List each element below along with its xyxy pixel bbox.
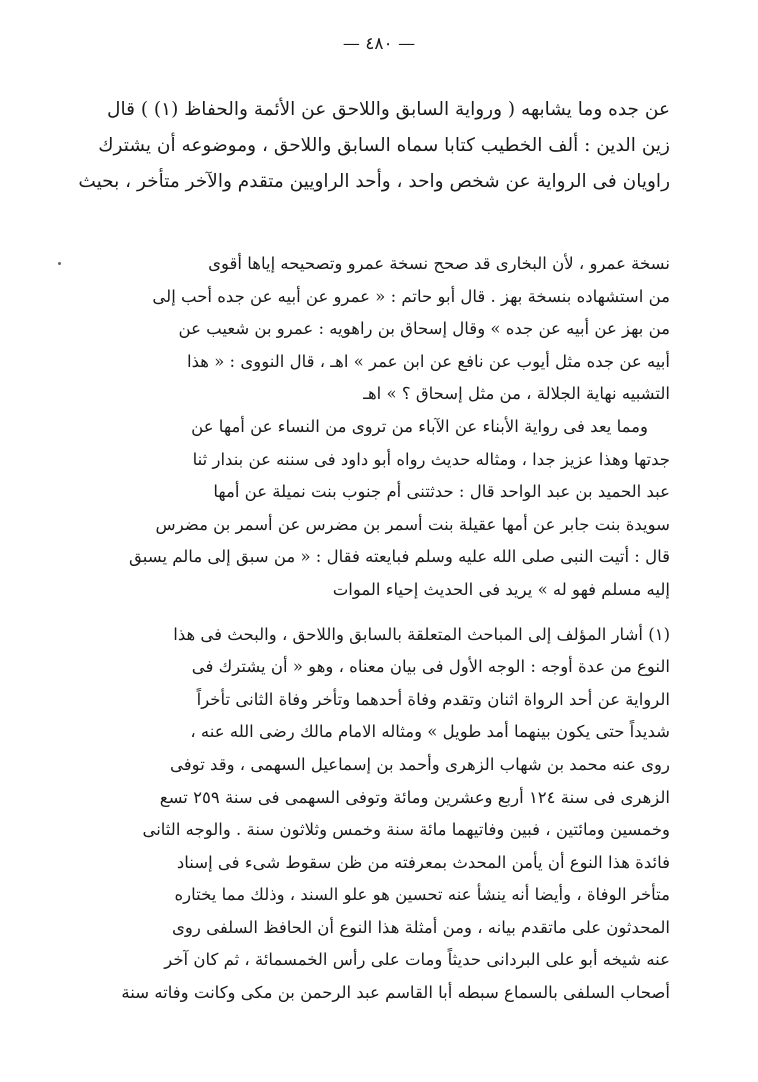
footnotes [76, 248, 670, 1010]
footnote-paragraph-1 [76, 619, 670, 1010]
footnote-line: من استشهاده بنسخة بهز . قال أبو حاتم : « عمرو عن أبيه عن جده أحب إلى [152, 286, 670, 306]
footnote-line: روى عنه محمد بن شهاب الزهرى وأحمد بن إسماعيل السهمى ، وقد توفى [170, 754, 670, 774]
footnote-line: وخمسين ومائتين ، فبين وفاتيهما مائة سنة وخمس وثلاثون سنة . والوجه الثانى [142, 820, 670, 840]
footnote-line: الزهرى فى سنة ١٢٤ أربع وعشرين ومائة وتوفى السهمى فى سنة ٢٥٩ تسع [159, 787, 670, 807]
footnote-line: عنه شيخه أبو على البردانى حديثاً ومات على رأس الخمسمائة ، ثم كان آخر [164, 950, 670, 970]
footnote-line: إليه مسلم فهو له » يريد فى الحديث إحياء الموات [332, 579, 670, 599]
footnote-line: عبد الحميد بن عبد الواحد قال : حدثتنى أم جنوب بنت نميلة عن أمها [213, 482, 670, 502]
footnote-line: المحدثون على ماتقدم بيانه ، ومن أمثلة هذا النوع أن الحافظ السلفى روى [171, 917, 670, 937]
footnote-paragraph-continuation [76, 248, 670, 411]
footnote-line: أصحاب السلفى بالسماع سبطه أبا القاسم عبد الرحمن بن مكى وكانت وفاته سنة [121, 983, 670, 1003]
footnote-line: قال : أتيت النبى صلى الله عليه وسلم فبايعته فقال : « من سبق إلى مالم يسبق [128, 547, 670, 567]
footnote-line: أبيه عن جده مثل أيوب عن نافع عن ابن عمر » اهـ ، قال النووى : « هذا [187, 351, 670, 371]
footnote-line: شديداً حتى يكون بينهما أمد طويل » ومثاله الامام مالك رضى الله عنه ، [190, 722, 670, 742]
footnote-line: متأخر الوفاة ، وأيضا أنه ينشأ عنه تحسين هو علو السند ، وذلك مما يختاره [174, 885, 670, 905]
footnote-line: التشبيه نهاية الجلالة ، من مثل إسحاق ؟ » اهـ [363, 384, 670, 404]
footnote-line: جدتها وهذا عزيز جدا ، ومثاله حديث رواه أبو داود فى سننه عن بندار ثنا [192, 449, 670, 469]
footnote-line: (١) أشار المؤلف إلى المباحث المتعلقة بالسابق واللاحق ، والبحث فى هذا [173, 624, 670, 644]
main-text [76, 92, 670, 200]
margin-mark [58, 262, 61, 265]
page-number: — ٤٨٠ — [342, 34, 416, 54]
main-paragraph [76, 92, 670, 200]
footnote-paragraph-mothers [76, 411, 670, 607]
footnote-line: سويدة بنت جابر عن أمها عقيلة بنت أسمر بن مضرس عن أسمر بن مضرس [155, 514, 670, 534]
main-text-line: راويان فى الرواية عن شخص واحد ، وأحد الراويين متقدم والآخر متأخر ، بحيث [78, 171, 670, 192]
footnote-line: من بهز عن أبيه عن جده » وقال إسحاق بن راهويه : عمرو بن شعيب عن [178, 319, 670, 339]
main-text-line: عن جده وما يشابهه ( ورواية السابق واللاحق عن الأئمة والحفاظ (١) ) قال [107, 99, 670, 120]
footnote-line: النوع من عدة أوجه : الوجه الأول فى بيان معناه ، وهو « أن يشترك فى [191, 657, 670, 677]
footnote-line: نسخة عمرو ، لأن البخارى قد صحح نسخة عمرو وتصحيحه إياها أقوى [208, 254, 670, 273]
footnote-line: الرواية عن أحد الرواة اثنان وتقدم وفاة أحدهما وتأخر وفاة الثانى تأخراً [196, 689, 670, 709]
main-text-line: زين الدين : ألف الخطيب كتابا سماه السابق واللاحق ، وموضوعه أن يشترك [98, 135, 670, 156]
footnote-line: ومما يعد فى رواية الأبناء عن الآباء من تروى من النساء عن أمها عن [191, 416, 648, 436]
footnote-line: فائدة هذا النوع أن يأمن المحدث بمعرفته من ظن سقوط شىء فى إسناد [176, 852, 670, 872]
